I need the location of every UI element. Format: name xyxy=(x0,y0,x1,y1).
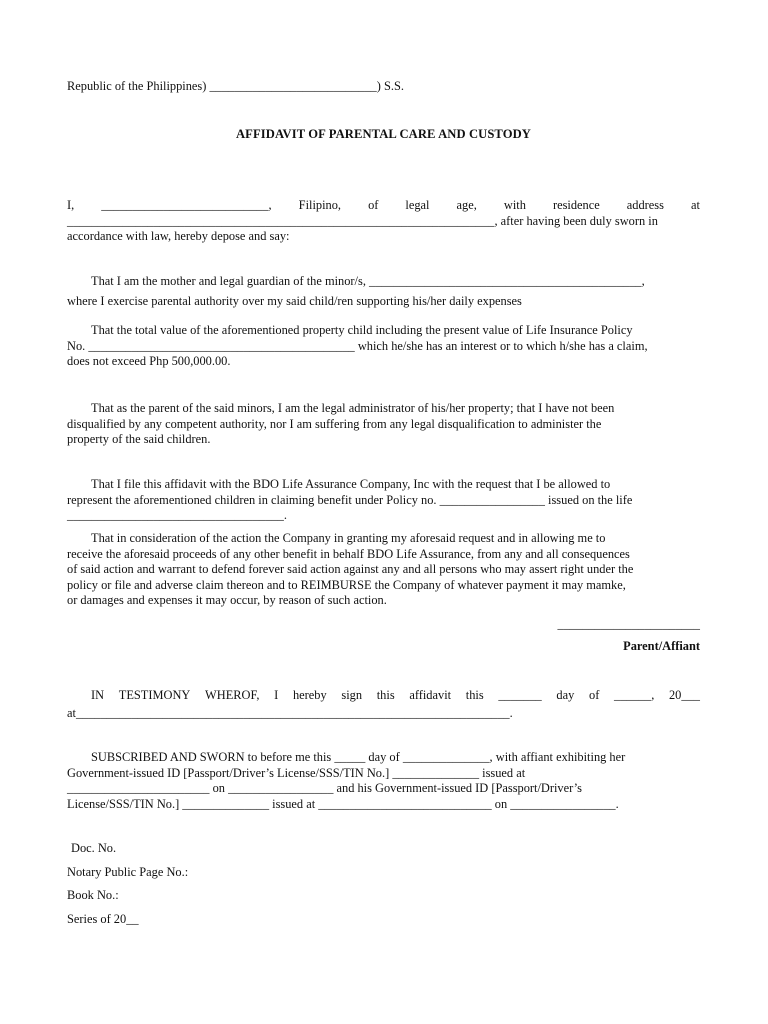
property-line-1: That the total value of the aforementioned property child including the present value of Life Insurance Policy xyxy=(91,323,633,337)
testimony-word: this xyxy=(376,688,395,702)
indemnity-line-4: policy or file and adverse claim thereon and to REIMBURSE the Company of whatever payment it may mamke, xyxy=(67,577,626,592)
jurat-line-2: Government-issued ID [Passport/Driver’s License/SSS/TIN No.] ______________ issued at xyxy=(67,765,526,780)
venue-line: Republic of the Philippines) ___________________________) S.S. xyxy=(67,79,404,93)
administrator-line-2: disqualified by any competent authority, nor I am suffering from any legal disqualification to administer the xyxy=(67,416,602,431)
intro-word: with xyxy=(503,198,526,212)
book-number: Book No.: xyxy=(67,888,119,903)
administrator-line-1: That as the parent of the said minors, I am the legal administrator of his/her property; that I have not been xyxy=(91,401,615,415)
testimony-word: this xyxy=(465,688,484,702)
indemnity-line-3: of said action and warrant to defend forever said action against any and all persons who may assert right under the xyxy=(67,562,634,577)
guardian-line-1: That I am the mother and legal guardian of the minor/s, ____________________________________________, xyxy=(91,274,645,288)
notary-details xyxy=(67,841,700,927)
intro-word: Filipino, xyxy=(298,198,342,212)
affiant-name-blank: ___________________________, xyxy=(101,198,272,212)
day-blank: _______ xyxy=(498,688,542,702)
indemnity-line-2: receive the aforesaid proceeds of any other benefit in behalf BDO Life Assurance, from any and all consequences xyxy=(67,546,630,561)
jurat-paragraph xyxy=(67,750,700,812)
intro-word: address xyxy=(626,198,664,212)
doc-number: Doc. No. xyxy=(71,841,117,855)
testimony-word: WHEROF, xyxy=(205,688,260,702)
jurat-line-1: SUBSCRIBED AND SWORN to before me this _____ day of ______________, with affiant exhibiting her xyxy=(91,750,626,764)
indemnity-line-1: That in consideration of the action the Company in granting my aforesaid request and in allowing me to xyxy=(91,531,606,545)
intro-word: age, xyxy=(456,198,477,212)
administrator-line-3: property of the said children. xyxy=(67,432,211,447)
indemnity-paragraph xyxy=(67,531,700,609)
month-blank: ______, xyxy=(614,688,655,702)
signature-line: _______________________ xyxy=(557,617,700,631)
filing-line-2: represent the aforementioned children in claiming benefit under Policy no. _________________ issued on the life xyxy=(67,492,633,507)
intro-paragraph xyxy=(67,198,700,245)
filing-paragraph xyxy=(67,477,700,524)
administrator-paragraph xyxy=(67,401,700,448)
signature-label: Parent/Affiant xyxy=(623,638,700,653)
document-title: AFFIDAVIT OF PARENTAL CARE AND CUSTODY xyxy=(235,127,531,141)
testimony-line-1 xyxy=(67,688,700,704)
testimony-word: hereby xyxy=(292,688,327,702)
filing-line-3: ___________________________________. xyxy=(67,508,287,523)
intro-line-3: accordance with law, hereby depose and say: xyxy=(67,229,290,244)
intro-line-1 xyxy=(67,198,700,214)
policy-number-line: No. ___________________________________________ which he/she has an interest or to which h/she has a claim, xyxy=(67,338,648,353)
testimony-word: day xyxy=(556,688,575,702)
testimony-word: affidavit xyxy=(409,688,452,702)
testimony-word: of xyxy=(589,688,600,702)
series-year: Series of 20__ xyxy=(67,911,139,926)
intro-word: at xyxy=(690,198,700,212)
intro-word: legal xyxy=(405,198,430,212)
intro-word: I, xyxy=(67,198,75,212)
jurat-line-3: _______________________ on _________________ and his Government-issued ID [Passport/Driver’s xyxy=(67,781,582,796)
testimony-paragraph xyxy=(67,688,700,721)
property-value-paragraph xyxy=(67,323,700,370)
testimony-place-line: at______________________________________________________________________. xyxy=(67,705,513,720)
guardian-line-2: where I exercise parental authority over my said child/ren supporting his/her daily expenses xyxy=(67,293,522,308)
intro-word: of xyxy=(368,198,379,212)
residence-address-line: _____________________________________________________________________, after having been duly sworn in xyxy=(67,213,658,228)
testimony-word: IN xyxy=(91,688,105,702)
property-line-3: does not exceed Php 500,000.00. xyxy=(67,354,231,369)
filing-line-1: That I file this affidavit with the BDO Life Assurance Company, Inc with the request that I be allowed to xyxy=(91,477,611,491)
notary-page-number: Notary Public Page No.: xyxy=(67,864,189,879)
testimony-word: sign xyxy=(341,688,363,702)
intro-word: residence xyxy=(552,198,600,212)
jurat-line-4: License/SSS/TIN No.] ______________ issued at ____________________________ on _________________. xyxy=(67,796,619,811)
indemnity-line-5: or damages and expenses it may occur, by reason of such action. xyxy=(67,593,387,608)
affiant-signature-block xyxy=(67,617,700,654)
year-blank: 20___ xyxy=(668,688,700,702)
guardian-paragraph xyxy=(67,274,700,309)
testimony-word: TESTIMONY xyxy=(118,688,191,702)
testimony-word: I xyxy=(274,688,279,702)
